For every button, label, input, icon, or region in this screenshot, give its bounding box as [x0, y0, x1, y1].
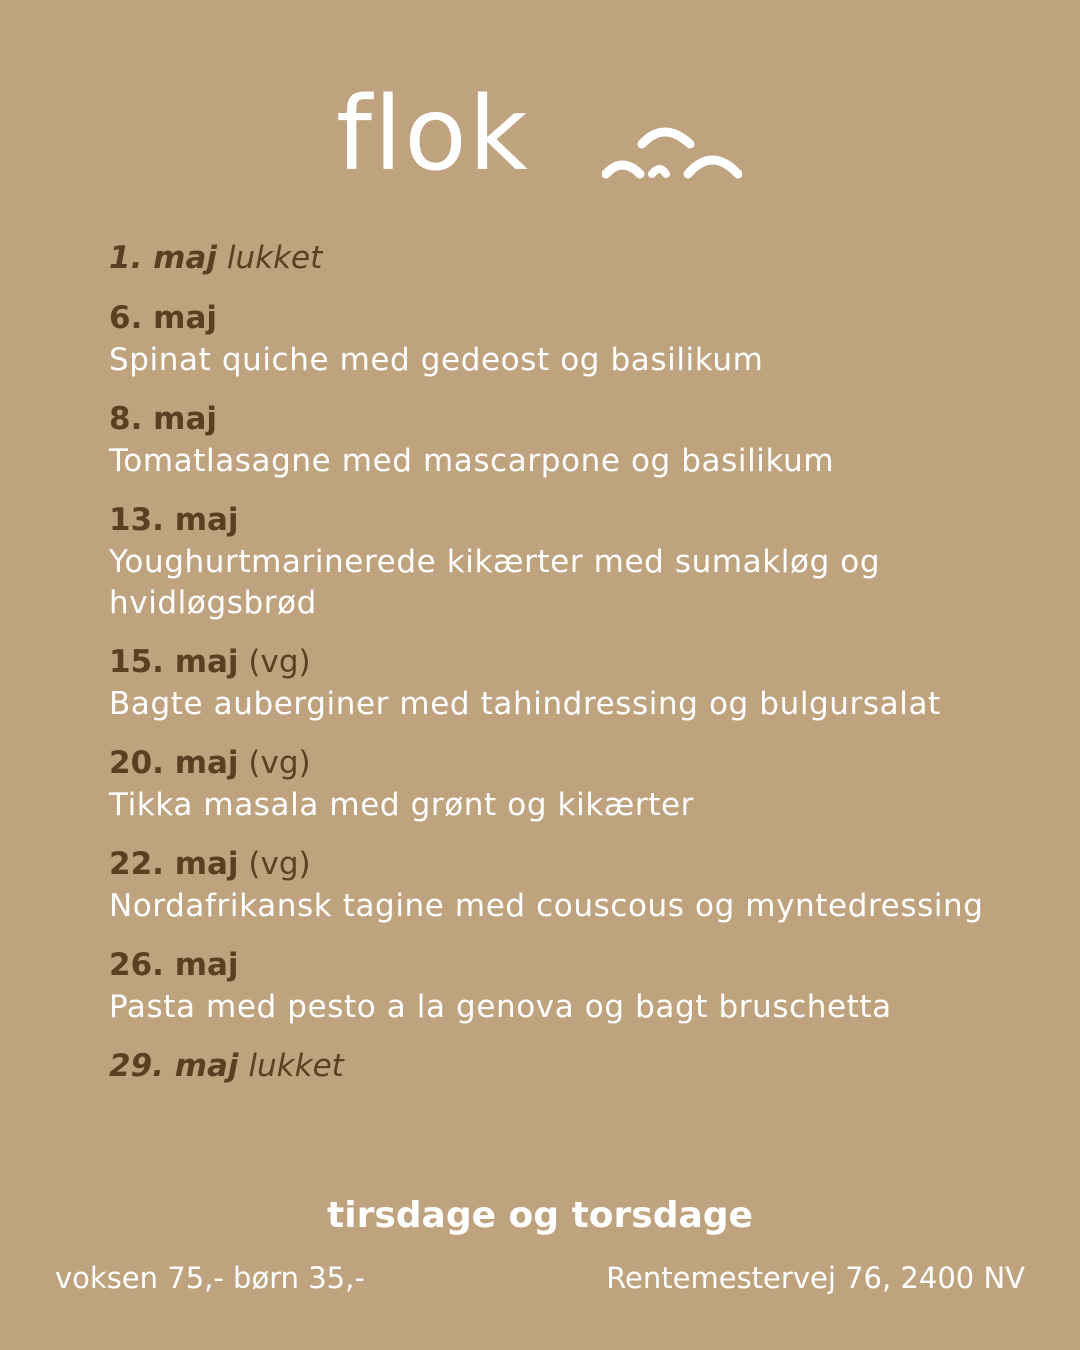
diet-tag: (vg): [248, 846, 311, 882]
diet-tag: (vg): [248, 745, 311, 781]
menu-entry: [109, 741, 1009, 826]
menu-dish: Pasta med pesto a la genova og bagt bruschetta: [109, 989, 892, 1025]
menu-date-line: [109, 842, 1009, 886]
menu-date: 1. maj: [109, 240, 217, 276]
menu-date-line: [109, 640, 1009, 684]
menu-entry: [109, 943, 1009, 1028]
menu-date-line: [109, 296, 1009, 340]
menu-date: 15. maj: [109, 644, 239, 680]
menu-dish: Youghurtmarinerede kikærter med sumakløg og hvidløgsbrød: [109, 544, 881, 621]
menu-date: 13. maj: [109, 502, 239, 538]
menu-entry: [109, 236, 1009, 280]
menu-date: 20. maj: [109, 745, 239, 781]
hills-arcs-icon: [602, 116, 742, 180]
diet-tag: (vg): [248, 644, 311, 680]
logo-wordmark: flok: [336, 75, 530, 194]
menu-entry: [109, 1044, 1009, 1088]
address: Rentemestervej 76, 2400 NV: [606, 1261, 1025, 1295]
menu-date-line: [109, 397, 1009, 441]
menu-list: [109, 236, 1009, 1104]
price-info: voksen 75,- børn 35,-: [55, 1261, 365, 1295]
menu-entry: [109, 640, 1009, 725]
menu-date-line: [109, 741, 1009, 785]
menu-date-line: [109, 236, 1009, 280]
menu-date-line: [109, 943, 1009, 987]
menu-date: 8. maj: [109, 401, 217, 437]
menu-date: 22. maj: [109, 846, 239, 882]
menu-date: 6. maj: [109, 300, 217, 336]
menu-entry: [109, 296, 1009, 381]
menu-dish: Spinat quiche med gedeost og basilikum: [109, 342, 764, 378]
closed-label: lukket: [226, 240, 323, 276]
menu-entry: [109, 397, 1009, 482]
menu-dish: Tikka masala med grønt og kikærter: [109, 787, 695, 823]
menu-entry: [109, 498, 1009, 624]
menu-dish: Tomatlasagne med mascarpone og basilikum: [109, 443, 835, 479]
opening-days: tirsdage og torsdage: [327, 1195, 753, 1236]
flok-logo: [336, 75, 756, 194]
menu-entry: [109, 842, 1009, 927]
menu-dish: Bagte auberginer med tahindressing og bulgursalat: [109, 686, 941, 722]
menu-dish: Nordafrikansk tagine med couscous og myntedressing: [109, 888, 984, 924]
menu-date: 29. maj: [109, 1048, 239, 1084]
menu-date: 26. maj: [109, 947, 239, 983]
menu-date-line: [109, 498, 1009, 542]
closed-label: lukket: [248, 1048, 344, 1084]
menu-date-line: [109, 1044, 1009, 1088]
